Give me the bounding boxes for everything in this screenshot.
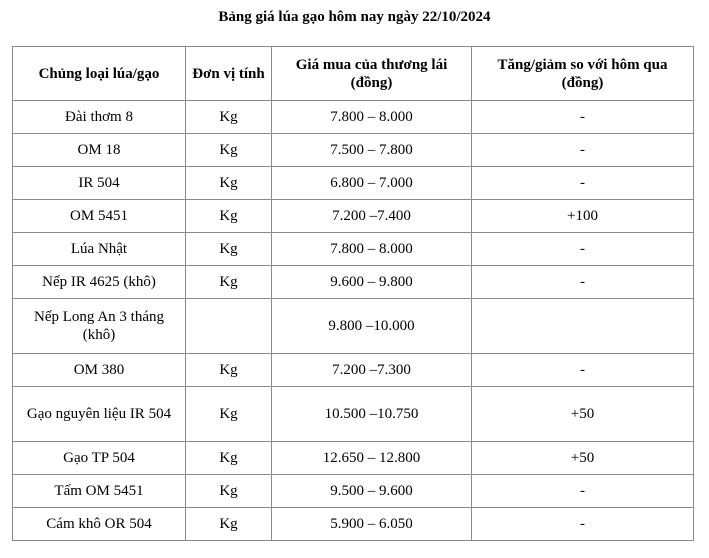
cell-price: 7.800 – 8.000	[272, 101, 472, 134]
header-type: Chủng loại lúa/gạo	[13, 47, 186, 101]
cell-unit: Kg	[186, 134, 272, 167]
cell-price: 7.800 – 8.000	[272, 233, 472, 266]
table-row	[13, 442, 694, 475]
cell-price: 7.200 –7.400	[272, 200, 472, 233]
cell-change: -	[472, 266, 694, 299]
cell-change: -	[472, 354, 694, 387]
cell-unit: Kg	[186, 442, 272, 475]
table-row	[13, 508, 694, 541]
cell-type: Gạo nguyên liệu IR 504	[13, 387, 186, 442]
cell-unit: Kg	[186, 200, 272, 233]
table-title: Bảng giá lúa gạo hôm nay ngày 22/10/2024	[218, 9, 491, 25]
cell-change: -	[472, 508, 694, 541]
cell-unit	[186, 299, 272, 354]
cell-change: +50	[472, 442, 694, 475]
cell-change	[472, 299, 694, 354]
cell-type: OM 18	[13, 134, 186, 167]
cell-price: 5.900 – 6.050	[272, 508, 472, 541]
cell-change: -	[472, 475, 694, 508]
header-row	[13, 47, 694, 101]
table-row	[13, 475, 694, 508]
cell-type: Đài thơm 8	[13, 101, 186, 134]
cell-change: -	[472, 101, 694, 134]
cell-unit: Kg	[186, 233, 272, 266]
cell-change: -	[472, 134, 694, 167]
cell-unit: Kg	[186, 475, 272, 508]
table-row	[13, 167, 694, 200]
cell-price: 6.800 – 7.000	[272, 167, 472, 200]
table-row	[13, 233, 694, 266]
table-row	[13, 354, 694, 387]
table-row	[13, 134, 694, 167]
cell-price: 9.500 – 9.600	[272, 475, 472, 508]
cell-unit: Kg	[186, 101, 272, 134]
cell-price: 10.500 –10.750	[272, 387, 472, 442]
cell-unit: Kg	[186, 354, 272, 387]
cell-type: OM 380	[13, 354, 186, 387]
cell-price: 9.800 –10.000	[272, 299, 472, 354]
cell-change: -	[472, 233, 694, 266]
cell-unit: Kg	[186, 387, 272, 442]
cell-price: 7.200 –7.300	[272, 354, 472, 387]
cell-type: Nếp Long An 3 tháng (khô)	[13, 299, 186, 354]
cell-type: Nếp IR 4625 (khô)	[13, 266, 186, 299]
cell-unit: Kg	[186, 167, 272, 200]
table-row	[13, 200, 694, 233]
header-change: Tăng/giảm so với hôm qua (đồng)	[472, 47, 694, 101]
cell-type: Tấm OM 5451	[13, 475, 186, 508]
rice-price-table	[12, 46, 694, 541]
cell-type: OM 5451	[13, 200, 186, 233]
cell-price: 7.500 – 7.800	[272, 134, 472, 167]
cell-price: 12.650 – 12.800	[272, 442, 472, 475]
header-unit: Đơn vị tính	[186, 47, 272, 101]
cell-price: 9.600 – 9.800	[272, 266, 472, 299]
cell-change: +50	[472, 387, 694, 442]
table-row	[13, 101, 694, 134]
table-row	[13, 266, 694, 299]
cell-change: -	[472, 167, 694, 200]
header-price: Giá mua của thương lái (đồng)	[272, 47, 472, 101]
cell-type: Gạo TP 504	[13, 442, 186, 475]
cell-type: IR 504	[13, 167, 186, 200]
cell-type: Lúa Nhật	[13, 233, 186, 266]
table-row	[13, 387, 694, 442]
cell-unit: Kg	[186, 266, 272, 299]
table-row	[13, 299, 694, 354]
cell-change: +100	[472, 200, 694, 233]
cell-type: Cám khô OR 504	[13, 508, 186, 541]
cell-unit: Kg	[186, 508, 272, 541]
